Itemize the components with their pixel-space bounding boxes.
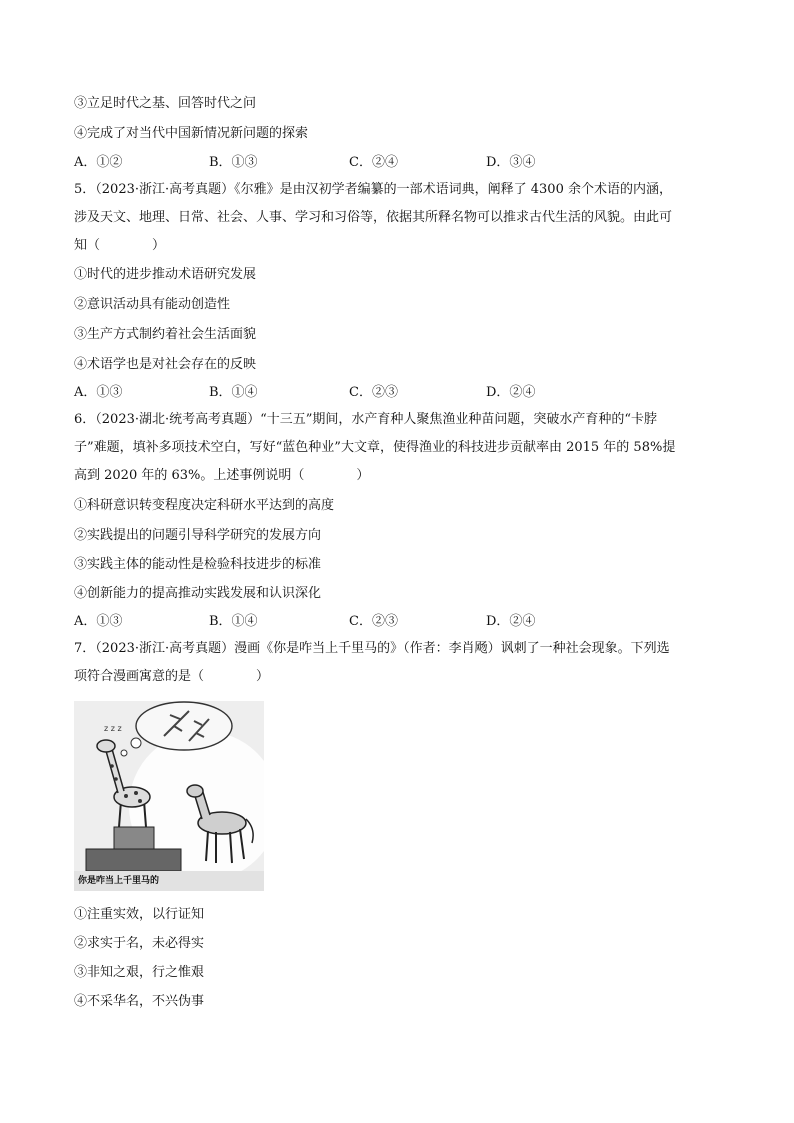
q7-statement-1: ①注重实效，以行证知 <box>74 907 205 922</box>
q5-option-b[interactable]: B．①④ <box>209 385 258 400</box>
q5-statement-2: ②意识活动具有能动创造性 <box>74 297 231 312</box>
q4-option-c[interactable]: C．②④ <box>349 155 398 170</box>
q5-options <box>74 384 724 402</box>
q5-stem-line-2: 涉及天文、地理、日常、社会、人事、学习和习俗等，依据其所释名物可以推求古代生活的风貌。由此可 <box>74 210 673 225</box>
q6-options <box>74 613 724 631</box>
q5-stem-line-3: 知（ ） <box>74 238 166 253</box>
q6-option-c[interactable]: C．②③ <box>349 614 398 629</box>
q5-option-c[interactable]: C．②③ <box>349 385 398 400</box>
q4-statement-4: ④完成了对当代中国新情况新问题的探索 <box>74 126 309 141</box>
q4-option-a[interactable]: A．①② <box>74 155 123 170</box>
q6-option-d[interactable]: D．②④ <box>486 614 536 629</box>
q7-statement-3: ③非知之艰，行之惟艰 <box>74 965 205 980</box>
q5-option-a[interactable]: A．①③ <box>74 385 123 400</box>
q6-stem-line-3: 高到 2020 年的 63%。上述事例说明（ ） <box>74 468 370 483</box>
cartoon-drawing <box>74 701 264 871</box>
q5-statement-3: ③生产方式制约着社会生活面貌 <box>74 327 257 342</box>
q7-statement-4: ④不采华名，不兴伪事 <box>74 994 205 1009</box>
q7-stem-line-1: 7．（2023·浙江·高考真题）漫画《你是咋当上千里马的》（作者：李肖飏）讽刺了一种社会现象。下列选 <box>74 641 670 656</box>
q6-option-b[interactable]: B．①④ <box>209 614 258 629</box>
q4-statement-3: ③立足时代之基、回答时代之问 <box>74 96 257 111</box>
q6-stem-line-1: 6．（2023·湖北·统考高考真题）“十三五”期间，水产育种人聚焦渔业种苗问题，突破水产育种的“卡脖 <box>74 412 658 427</box>
q5-statement-4: ④术语学也是对社会存在的反映 <box>74 357 257 372</box>
q6-statement-4: ④创新能力的提高推动实践发展和认识深化 <box>74 586 322 601</box>
q4-options <box>74 154 724 172</box>
cartoon-caption: 你是咋当上千里马的 <box>74 871 264 891</box>
q5-statement-1: ①时代的进步推动术语研究发展 <box>74 267 257 282</box>
q6-option-a[interactable]: A．①③ <box>74 614 123 629</box>
q5-stem-line-1: 5．（2023·浙江·高考真题）《尔雅》是由汉初学者编纂的一部术语词典，阐释了 4300 余个术语的内涵， <box>74 182 672 197</box>
q6-stem-line-2: 子”难题，填补多项技术空白，写好“蓝色种业”大文章，使得渔业的科技进步贡献率由 2015 年的 58%提 <box>74 440 676 455</box>
q6-statement-3: ③实践主体的能动性是检验科技进步的标准 <box>74 557 322 572</box>
q7-stem-line-2: 项符合漫画寓意的是（ ） <box>74 669 270 684</box>
q6-statement-1: ①科研意识转变程度决定科研水平达到的高度 <box>74 498 335 513</box>
q6-statement-2: ②实践提出的问题引导科学研究的发展方向 <box>74 528 322 543</box>
q5-option-d[interactable]: D．②④ <box>486 385 536 400</box>
q7-statement-2: ②求实于名，未必得实 <box>74 936 205 951</box>
cartoon-image <box>74 701 264 891</box>
q4-option-d[interactable]: D．③④ <box>486 155 536 170</box>
svg-text:z z z: z z z <box>104 724 122 733</box>
q4-option-b[interactable]: B．①③ <box>209 155 258 170</box>
